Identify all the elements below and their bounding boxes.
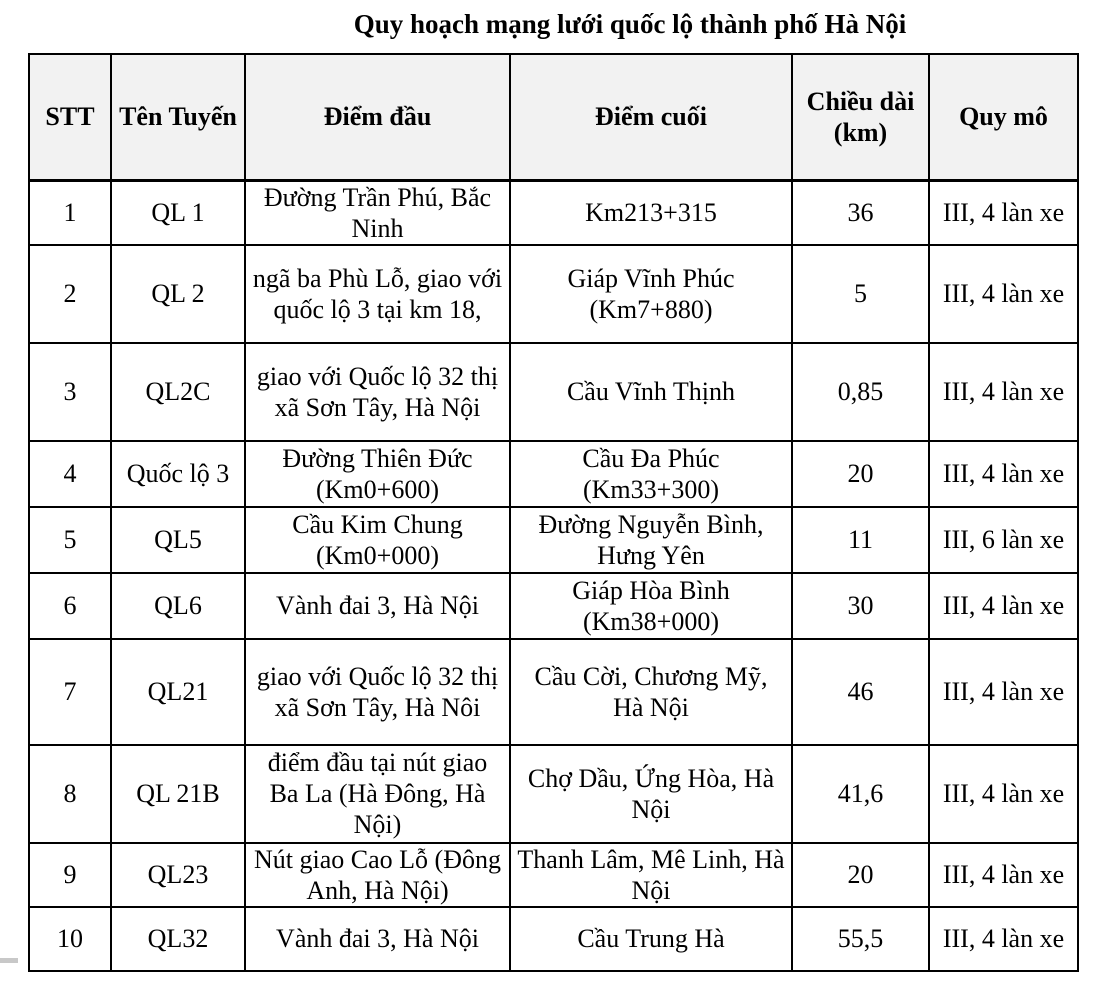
cell-start: Nút giao Cao Lỗ (Đông Anh, Hà Nội) — [245, 843, 510, 907]
cell-route: Quốc lộ 3 — [111, 441, 245, 507]
cell-end: Cầu Cời, Chương Mỹ, Hà Nội — [510, 639, 792, 745]
cell-end: Km213+315 — [510, 180, 792, 245]
cell-stt: 2 — [29, 245, 111, 343]
table-header-row — [29, 54, 1078, 180]
cell-stt: 10 — [29, 907, 111, 971]
cell-start: Đường Thiên Đức (Km0+600) — [245, 441, 510, 507]
cell-end: Cầu Đa Phúc (Km33+300) — [510, 441, 792, 507]
cell-length: 41,6 — [792, 745, 929, 843]
table-row — [29, 441, 1078, 507]
cell-end: Đường Nguyễn Bình, Hưng Yên — [510, 507, 792, 573]
cell-route: QL5 — [111, 507, 245, 573]
cell-route: QL23 — [111, 843, 245, 907]
table-row — [29, 343, 1078, 441]
cell-route: QL2C — [111, 343, 245, 441]
cell-length: 36 — [792, 180, 929, 245]
cell-scale: III, 4 làn xe — [929, 907, 1078, 971]
table-row — [29, 745, 1078, 843]
cell-stt: 3 — [29, 343, 111, 441]
column-header-scale: Quy mô — [929, 54, 1078, 180]
table-row — [29, 573, 1078, 639]
cell-end: Giáp Vĩnh Phúc (Km7+880) — [510, 245, 792, 343]
cell-length: 20 — [792, 843, 929, 907]
cell-stt: 5 — [29, 507, 111, 573]
cell-scale: III, 4 làn xe — [929, 573, 1078, 639]
cell-length: 0,85 — [792, 343, 929, 441]
cell-length: 11 — [792, 507, 929, 573]
cell-length: 46 — [792, 639, 929, 745]
cell-end: Chợ Dầu, Ứng Hòa, Hà Nội — [510, 745, 792, 843]
cell-route: QL21 — [111, 639, 245, 745]
table-row — [29, 907, 1078, 971]
cell-length: 5 — [792, 245, 929, 343]
column-header-length: Chiều dài (km) — [792, 54, 929, 180]
table-row — [29, 180, 1078, 245]
table-row — [29, 639, 1078, 745]
cell-length: 20 — [792, 441, 929, 507]
cell-start: giao với Quốc lộ 32 thị xã Sơn Tây, Hà Nôi — [245, 639, 510, 745]
column-header-end: Điểm cuối — [510, 54, 792, 180]
cell-start: Vành đai 3, Hà Nội — [245, 907, 510, 971]
cell-scale: III, 6 làn xe — [929, 507, 1078, 573]
cell-start: giao với Quốc lộ 32 thị xã Sơn Tây, Hà Nội — [245, 343, 510, 441]
cell-stt: 1 — [29, 180, 111, 245]
cell-route: QL 1 — [111, 180, 245, 245]
national-highway-table — [28, 53, 1079, 972]
cell-start: ngã ba Phù Lỗ, giao với quốc lộ 3 tại km 18, — [245, 245, 510, 343]
cell-scale: III, 4 làn xe — [929, 441, 1078, 507]
cell-stt: 4 — [29, 441, 111, 507]
cell-start: Đường Trần Phú, Bắc Ninh — [245, 180, 510, 245]
cell-scale: III, 4 làn xe — [929, 639, 1078, 745]
cell-scale: III, 4 làn xe — [929, 745, 1078, 843]
page-edge-marker — [0, 958, 18, 963]
cell-scale: III, 4 làn xe — [929, 245, 1078, 343]
cell-route: QL6 — [111, 573, 245, 639]
column-header-stt: STT — [29, 54, 111, 180]
cell-end: Thanh Lâm, Mê Linh, Hà Nội — [510, 843, 792, 907]
cell-stt: 9 — [29, 843, 111, 907]
cell-stt: 6 — [29, 573, 111, 639]
cell-stt: 8 — [29, 745, 111, 843]
table-title: Quy hoạch mạng lưới quốc lộ thành phố Hà Nội — [353, 9, 907, 39]
cell-route: QL32 — [111, 907, 245, 971]
table-row — [29, 245, 1078, 343]
cell-end: Cầu Vĩnh Thịnh — [510, 343, 792, 441]
table-row — [29, 507, 1078, 573]
cell-start: Cầu Kim Chung (Km0+000) — [245, 507, 510, 573]
cell-end: Cầu Trung Hà — [510, 907, 792, 971]
cell-stt: 7 — [29, 639, 111, 745]
cell-route: QL 21B — [111, 745, 245, 843]
cell-end: Giáp Hòa Bình (Km38+000) — [510, 573, 792, 639]
cell-scale: III, 4 làn xe — [929, 843, 1078, 907]
table-row — [29, 843, 1078, 907]
cell-length: 30 — [792, 573, 929, 639]
cell-route: QL 2 — [111, 245, 245, 343]
cell-scale: III, 4 làn xe — [929, 343, 1078, 441]
cell-start: điểm đầu tại nút giao Ba La (Hà Đông, Hà Nội) — [245, 745, 510, 843]
cell-start: Vành đai 3, Hà Nội — [245, 573, 510, 639]
cell-scale: III, 4 làn xe — [929, 180, 1078, 245]
cell-length: 55,5 — [792, 907, 929, 971]
column-header-start: Điểm đầu — [245, 54, 510, 180]
column-header-route: Tên Tuyến — [111, 54, 245, 180]
